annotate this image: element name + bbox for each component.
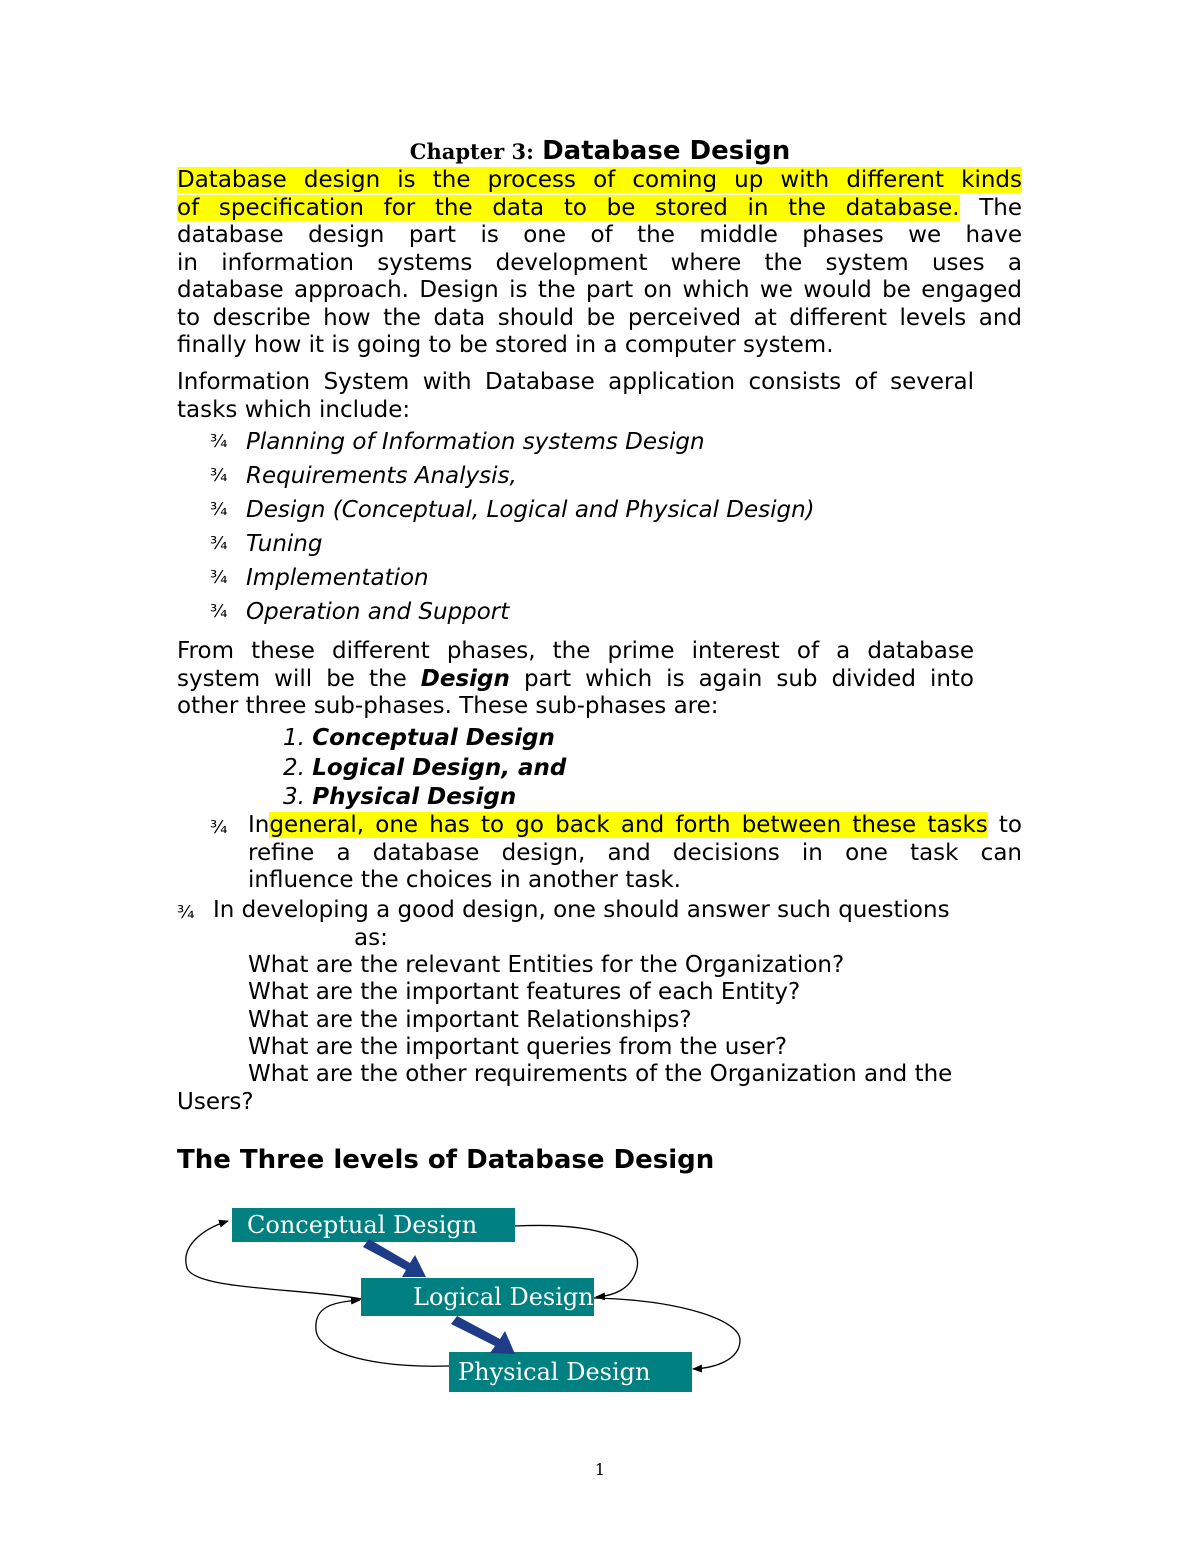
subphase-number: 2. <box>283 754 305 781</box>
chapter-label: Chapter 3: <box>409 139 534 164</box>
note-line: influence the choices in another task. <box>248 867 681 893</box>
bullet-icon: ¾ <box>210 533 228 554</box>
question-item: What are the important queries from the user? <box>248 1034 788 1060</box>
conceptual-design-box <box>232 1208 515 1242</box>
intro-line: database approach. Design is the part on which we would be engaged <box>177 277 1022 303</box>
question-item: What are the important Relationships? <box>248 1007 692 1033</box>
physical-design-box <box>449 1352 692 1392</box>
intro-line: to describe how the data should be perceived at different levels and <box>177 304 1022 331</box>
phases-line: other three sub-phases. These sub-phases are: <box>177 693 719 719</box>
task-text: Requirements Analysis, <box>246 463 517 489</box>
logical-design-box <box>361 1278 594 1316</box>
bullet-icon: ¾ <box>210 817 228 838</box>
bullet-icon: ¾ <box>177 902 195 923</box>
bullet-icon: ¾ <box>210 499 228 520</box>
level-label: Conceptual Design <box>247 1211 478 1239</box>
tasks-intro-line: Information System with Database application consists of several <box>177 369 974 395</box>
subphase-label: Conceptual Design <box>312 725 555 751</box>
note-text: as: <box>354 925 388 951</box>
phases-text: part which is again sub divided into <box>523 665 975 692</box>
phases-text: system will be the <box>177 665 407 692</box>
level-label: Logical Design <box>413 1283 594 1311</box>
subphase-label: Physical Design <box>312 784 517 810</box>
task-text: Design (Conceptual, Logical and Physical Design) <box>246 497 815 523</box>
note-text: to <box>998 812 1022 838</box>
task-text: Planning of Information systems Design <box>246 429 705 455</box>
question-item: What are the other requirements of the Organization and the <box>248 1061 953 1087</box>
subphase-label: Logical Design, and <box>312 754 567 781</box>
highlight-text: general, one has to go back and forth between these tasks <box>269 812 988 838</box>
task-text: Implementation <box>246 565 429 591</box>
intro-line: database design part is one of the middle phases we have <box>177 222 1022 248</box>
intro-line: finally how it is going to be stored in a computer system. <box>177 332 834 358</box>
subphase-number: 1. <box>283 725 305 751</box>
section-heading: The Three levels of Database Design <box>177 1145 715 1175</box>
task-text: Operation and Support <box>246 599 510 625</box>
phases-line: From these different phases, the prime interest of a database <box>177 638 974 664</box>
page-number: 1 <box>594 1460 606 1479</box>
question-item: Users? <box>177 1089 254 1115</box>
intro-text: The <box>979 194 1022 221</box>
intro-line: in information systems development where the system uses a <box>177 249 1022 276</box>
bullet-icon: ¾ <box>210 431 228 452</box>
note-line: refine a database design, and decisions in one task can <box>248 839 1022 866</box>
bullet-icon: ¾ <box>210 601 228 622</box>
level-label: Physical Design <box>458 1358 651 1386</box>
question-item: What are the important features of each Entity? <box>248 979 801 1005</box>
highlight-text: Database design is the process of coming up with different kinds <box>177 167 1022 193</box>
design-emphasis: Design <box>420 665 510 692</box>
tasks-intro-line: tasks which include: <box>177 396 411 423</box>
highlight-text: of specification for the data to be stored in the database. <box>177 194 960 221</box>
subphase-number: 3. <box>283 784 305 810</box>
chapter-name: Database Design <box>542 136 791 166</box>
note-text: In <box>248 812 270 838</box>
question-item: What are the relevant Entities for the Organization? <box>248 952 845 978</box>
bullet-icon: ¾ <box>210 567 228 588</box>
note-text: In developing a good design, one should answer such questions <box>213 897 950 923</box>
bullet-icon: ¾ <box>210 465 228 486</box>
task-text: Tuning <box>246 531 323 557</box>
